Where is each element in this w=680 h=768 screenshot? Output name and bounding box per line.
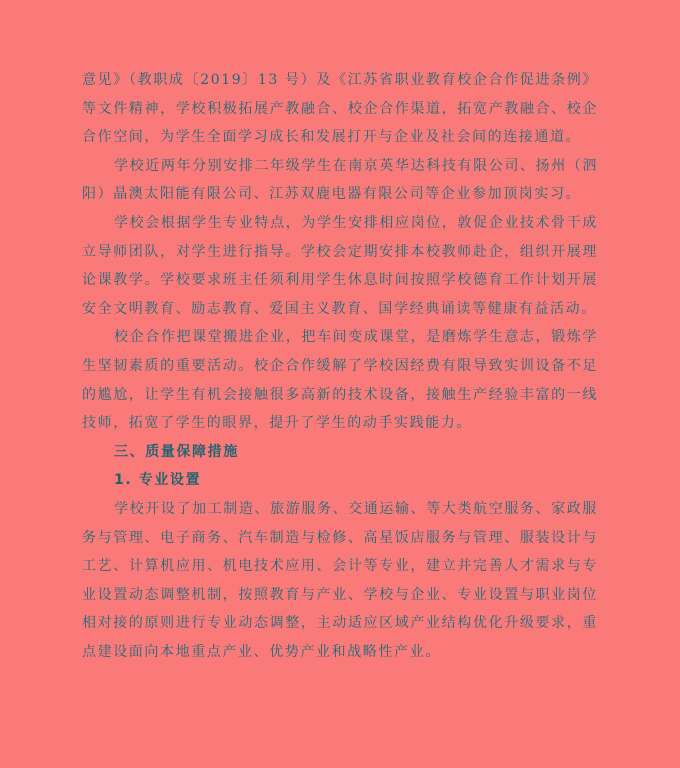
section-heading: 三、质量保障措施 — [114, 443, 239, 460]
paragraph-mentoring: 学校会根据学生专业特点，为学生安排相应岗位，敦促企业技术骨干成立导师团队，对学生进行指导。学校会定期安排本校教师赴企，组织开展理论课教学。学校要求班主任须利用学生休息时间按照学校德育工作计划开展安全文明教育、励志教育、爱国主义教育、国学经典诵读等健康有益活动。 — [82, 214, 598, 317]
paragraph-majors: 学校开设了加工制造、旅游服务、交通运输、等大类航空服务、家政服务与管理、电子商务、汽车制造与检修、高星饭店服务与管理、服装设计与工艺、计算机应用、机电技术应用、会计等专业，建立并完善人才需求与专业设置动态调整机制，按照教育与产业、学校与企业、专业设置与职业岗位相对接的原则进行专业动态调整，主动适应区域产业结构优化升级要求，重点建设面向本地重点产业、优势产业和战略性产业。 — [82, 500, 598, 660]
paragraph-internships: 学校近两年分别安排二年级学生在南京英华达科技有限公司、扬州（泗阳）晶澳太阳能有限公司、江苏双鹿电器有限公司等企业参加顶岗实习。 — [82, 157, 598, 203]
paragraph-cooperation-benefits: 校企合作把课堂搬进企业，把车间变成课堂，是磨炼学生意志，锻炼学生坚韧素质的重要活动。校企合作缓解了学校因经费有限导致实训设备不足的尴尬，让学生有机会接触很多高新的技术设备，接触生产经验丰富的一线技师，拓宽了学生的眼界，提升了学生的动手实践能力。 — [82, 329, 598, 432]
paragraph-continuation: 意见》（教职成〔2019〕13 号）及《江苏省职业教育校企合作促进条例》等文件精神，学校积极拓展产教融合、校企合作渠道，拓宽产教融合、校企合作空间，为学生全面学习成长和发展打开与企业及社会间的连接通道。 — [82, 72, 598, 146]
subsection-heading: 1. 专业设置 — [114, 472, 202, 489]
